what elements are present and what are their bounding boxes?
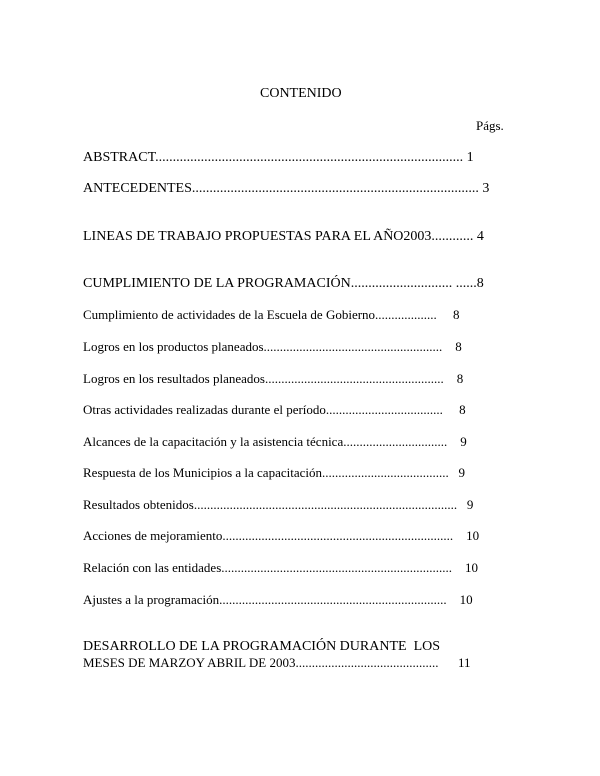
toc-entry: LINEAS DE TRABAJO PROPUESTAS PARA EL AÑO2003............ 4	[83, 229, 484, 244]
toc-subentry: Resultados obtenidos................................................................................. 9	[83, 497, 474, 512]
toc-subentry: Acciones de mejoramiento....................................................................... 10	[83, 528, 480, 543]
toc-final-entry-line2: MESES DE MARZOY ABRIL DE 2003............................................ 11	[83, 655, 471, 670]
toc-subentry: Logros en los resultados planeados....................................................... 8	[83, 371, 464, 386]
toc-subentry: Ajustes a la programación...................................................................... 10	[83, 592, 473, 607]
toc-subentry: Alcances de la capacitación y la asistencia técnica................................ 9	[83, 434, 467, 449]
toc-final-entry-line1: DESARROLLO DE LA PROGRAMACIÓN DURANTE LOS	[83, 639, 441, 654]
page-title: CONTENIDO	[260, 86, 342, 101]
toc-subentry: Otras actividades realizadas durante el período.................................... 8	[83, 402, 466, 417]
toc-subentry: Cumplimiento de actividades de la Escuela de Gobierno................... 8	[83, 307, 460, 322]
toc-subentry: Relación con las entidades....................................................................... 10	[83, 560, 479, 575]
toc-entry: CUMPLIMIENTO DE LA PROGRAMACIÓN............................. ......8	[83, 276, 484, 291]
toc-entry: ABSTRACT........................................................................................ 1	[83, 150, 474, 165]
toc-subentry: Logros en los productos planeados....................................................... 8	[83, 339, 462, 354]
toc-subentry: Respuesta de los Municipios a la capacitación....................................... 9	[83, 465, 465, 480]
pages-column-header: Págs.	[476, 118, 504, 133]
toc-entry: ANTECEDENTES.................................................................................. 3	[83, 181, 490, 196]
